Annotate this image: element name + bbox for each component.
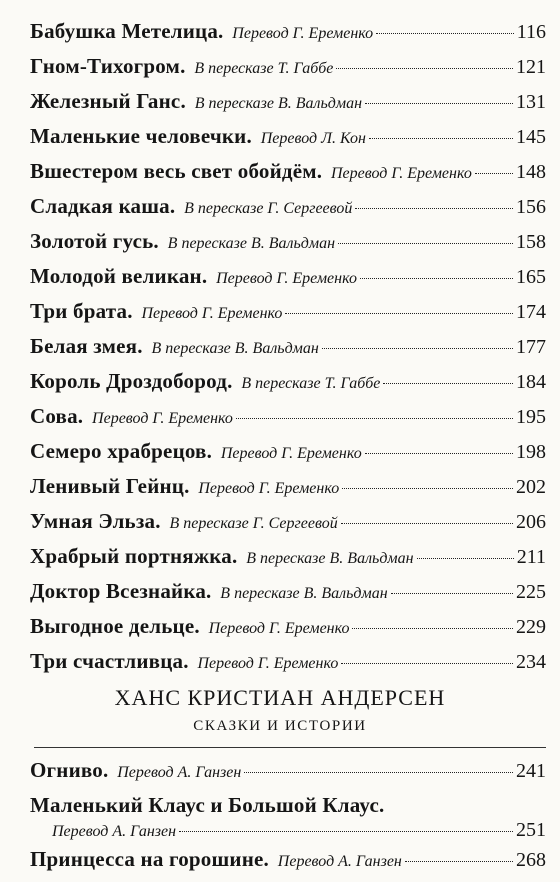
dot-leader bbox=[179, 831, 513, 832]
entry-credit: Перевод Г. Еременко bbox=[198, 480, 340, 497]
dot-leader bbox=[475, 173, 513, 174]
dot-leader bbox=[236, 418, 513, 419]
entry-page-number: 145 bbox=[516, 126, 546, 148]
entry-credit: Перевод А. Ганзен bbox=[52, 823, 177, 840]
section-divider bbox=[34, 747, 546, 748]
dot-leader bbox=[244, 772, 513, 773]
entry-page-number: 198 bbox=[516, 441, 546, 463]
entry-credit: В пересказе В. Вальдман bbox=[167, 235, 336, 252]
entry-page-number: 206 bbox=[516, 511, 546, 533]
entry-credit: В пересказе В. Вальдман bbox=[220, 585, 388, 602]
entry-page-number: 268 bbox=[516, 849, 546, 871]
toc-entry[interactable] bbox=[30, 403, 546, 432]
entry-credit: Перевод Г. Еременко bbox=[208, 620, 350, 637]
title-period: . bbox=[378, 793, 385, 817]
entry-credit: Перевод Г. Еременко bbox=[141, 305, 283, 322]
entry-credit: Перевод Г. Еременко bbox=[220, 445, 362, 462]
dot-leader bbox=[352, 628, 513, 629]
entry-title: Золотой гусь bbox=[30, 229, 154, 253]
entry-page-number: 225 bbox=[516, 581, 546, 603]
entry-credit: Перевод А. Ганзен bbox=[117, 764, 242, 781]
title-period: . bbox=[316, 159, 322, 183]
entry-credit: В пересказе Г. Сергеевой bbox=[184, 200, 353, 217]
entry-title: Умная Эльза bbox=[30, 509, 156, 533]
toc-entry[interactable] bbox=[30, 613, 546, 642]
title-period: . bbox=[153, 229, 159, 253]
entry-page-number: 156 bbox=[516, 196, 546, 218]
entry-title: Ленивый Гейнц bbox=[30, 474, 185, 498]
toc-entry[interactable] bbox=[30, 438, 546, 467]
dot-leader bbox=[405, 861, 513, 862]
entry-credit: В пересказе Г. Сергеевой bbox=[169, 515, 338, 532]
toc-entry[interactable] bbox=[30, 88, 546, 117]
dot-leader bbox=[376, 33, 514, 34]
entry-page-number: 211 bbox=[516, 546, 546, 568]
title-period: . bbox=[218, 19, 224, 43]
toc-entry-title-line[interactable] bbox=[30, 792, 546, 818]
entry-page-number: 116 bbox=[516, 21, 546, 43]
dot-leader bbox=[285, 313, 513, 314]
title-period: . bbox=[127, 299, 133, 323]
title-period: . bbox=[206, 579, 212, 603]
dot-leader bbox=[383, 383, 513, 384]
entry-credit: В пересказе Т. Габбе bbox=[194, 60, 334, 77]
entry-title: Молодой великан bbox=[30, 264, 202, 288]
toc-entry[interactable] bbox=[30, 333, 546, 362]
entry-credit: Перевод Г. Еременко bbox=[92, 410, 233, 427]
title-period: . bbox=[77, 404, 84, 428]
toc-entry[interactable] bbox=[30, 473, 546, 502]
entry-credit: В пересказе В. Вальдман bbox=[246, 550, 414, 567]
dot-leader bbox=[341, 663, 513, 664]
toc-entry[interactable] bbox=[30, 368, 546, 397]
dot-leader bbox=[338, 243, 513, 244]
toc-entry[interactable] bbox=[30, 123, 546, 152]
entry-title: Маленькие человечки bbox=[30, 124, 247, 148]
toc-entry[interactable] bbox=[30, 298, 546, 327]
entry-page-number: 251 bbox=[516, 819, 546, 841]
entry-title: Храбрый портняжка bbox=[30, 544, 232, 568]
entry-title: Выгодное дельце bbox=[30, 614, 195, 638]
title-period: . bbox=[180, 54, 186, 78]
entry-page-number: 229 bbox=[516, 616, 546, 638]
entry-title: Железный Ганс bbox=[30, 89, 181, 113]
entry-title: Сова bbox=[30, 404, 78, 428]
toc-entry[interactable] bbox=[30, 578, 546, 607]
toc-entry[interactable] bbox=[30, 263, 546, 292]
entry-page-number: 177 bbox=[516, 336, 546, 358]
entry-title: Три брата bbox=[30, 299, 128, 323]
toc-entry[interactable] bbox=[30, 508, 546, 537]
entry-credit: В пересказе В. Вальдман bbox=[194, 95, 363, 112]
dot-leader bbox=[365, 103, 513, 104]
dot-leader bbox=[391, 593, 513, 594]
toc-entry[interactable] bbox=[30, 648, 546, 677]
entry-credit: Перевод А. Ганзен bbox=[277, 853, 402, 870]
title-period: . bbox=[137, 334, 143, 358]
dot-leader bbox=[355, 208, 513, 209]
title-period: . bbox=[155, 509, 161, 533]
entry-page-number: 148 bbox=[516, 161, 546, 183]
entry-title: Огниво bbox=[30, 758, 103, 782]
title-period: . bbox=[102, 758, 109, 782]
section-author-heading: ХАНС КРИСТИАН АНДЕРСЕН bbox=[114, 685, 446, 710]
entry-credit: Перевод Г. Еременко bbox=[330, 165, 472, 182]
toc-entry[interactable] bbox=[30, 757, 546, 786]
entry-title: Король Дроздобород bbox=[30, 369, 228, 393]
title-period: . bbox=[184, 474, 190, 498]
entry-title: Доктор Всезнайка bbox=[30, 579, 207, 603]
entry-title: Вшестером весь свет обойдём bbox=[30, 159, 317, 183]
entry-title: Гном-Тихогром bbox=[30, 54, 181, 78]
dot-leader bbox=[417, 558, 514, 559]
entry-page-number: 165 bbox=[516, 266, 546, 288]
entry-page-number: 195 bbox=[516, 406, 546, 428]
entry-page-number: 202 bbox=[516, 476, 546, 498]
entry-title: Маленький Клаус и Большой Клаус bbox=[30, 793, 379, 817]
title-period: . bbox=[231, 544, 238, 568]
dot-leader bbox=[360, 278, 513, 279]
entry-page-number: 121 bbox=[516, 56, 546, 78]
toc-entry-credit-line[interactable] bbox=[52, 818, 546, 844]
entry-page-number: 241 bbox=[516, 760, 546, 782]
toc-entry[interactable] bbox=[30, 228, 546, 257]
title-period: . bbox=[183, 649, 189, 673]
dot-leader bbox=[322, 348, 513, 349]
toc-entry[interactable] bbox=[30, 158, 546, 187]
entry-title: Бабушка Метелица bbox=[30, 19, 219, 43]
entry-credit: Перевод Г. Еременко bbox=[216, 270, 357, 287]
entry-page-number: 234 bbox=[516, 651, 546, 673]
entry-title: Принцесса на горошине bbox=[30, 847, 264, 871]
entry-title: Три счастливца bbox=[30, 649, 184, 673]
entry-page-number: 158 bbox=[516, 231, 546, 253]
dot-leader bbox=[342, 488, 513, 489]
dot-leader bbox=[365, 453, 513, 454]
entry-page-number: 184 bbox=[516, 371, 546, 393]
entry-title: Белая змея bbox=[30, 334, 138, 358]
toc-entry[interactable] bbox=[30, 53, 546, 82]
entry-title: Семеро храбрецов bbox=[30, 439, 207, 463]
entry-credit: Перевод Г. Еременко bbox=[232, 25, 374, 42]
title-period: . bbox=[180, 89, 186, 113]
dot-leader bbox=[369, 138, 513, 139]
title-period: . bbox=[263, 847, 269, 871]
entry-credit: В пересказе В. Вальдман bbox=[151, 340, 319, 357]
section-subtitle: СКАЗКИ И ИСТОРИИ bbox=[193, 718, 367, 734]
title-period: . bbox=[246, 124, 252, 148]
toc-entry[interactable] bbox=[30, 18, 546, 47]
entry-credit: В пересказе Т. Габбе bbox=[241, 375, 381, 392]
entry-credit: Перевод Л. Кон bbox=[260, 130, 366, 147]
title-period: . bbox=[169, 194, 176, 218]
dot-leader bbox=[341, 523, 513, 524]
toc-entry[interactable] bbox=[30, 543, 546, 572]
entry-title: Сладкая каша bbox=[30, 194, 170, 218]
entry-page-number: 174 bbox=[516, 301, 546, 323]
title-period: . bbox=[227, 369, 233, 393]
toc-entry[interactable] bbox=[30, 193, 546, 222]
entry-credit: Перевод Г. Еременко bbox=[197, 655, 339, 672]
dot-leader bbox=[336, 68, 513, 69]
title-period: . bbox=[201, 264, 208, 288]
entry-page-number: 131 bbox=[516, 91, 546, 113]
title-period: . bbox=[194, 614, 200, 638]
toc-entry[interactable] bbox=[30, 846, 546, 875]
title-period: . bbox=[206, 439, 212, 463]
